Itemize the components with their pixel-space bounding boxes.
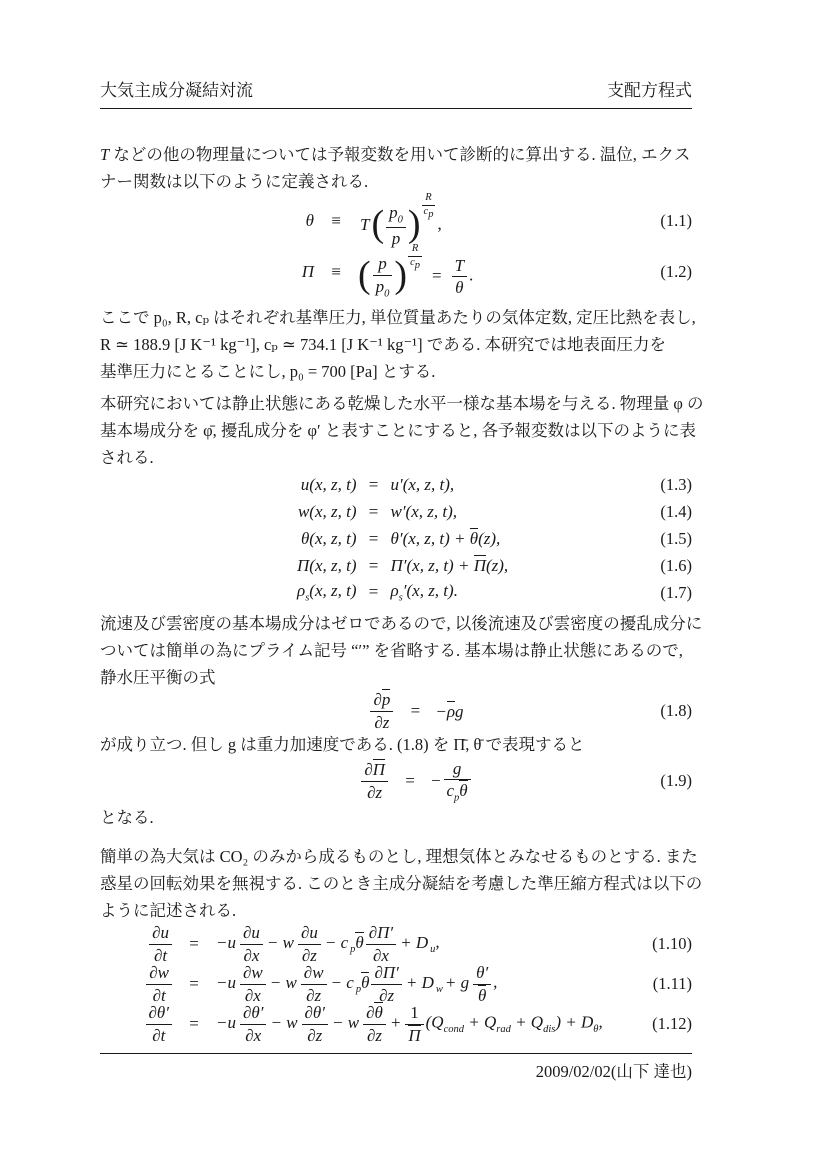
eq-rhs — [358, 192, 598, 249]
eq-lhs: u(x, z, t) — [300, 474, 357, 494]
equation-number: (1.4) — [660, 501, 692, 521]
math-term: − w — [269, 972, 297, 992]
fraction-denominator: ∂z — [301, 984, 327, 1006]
math-term: c — [410, 256, 415, 268]
equation-group-definitions — [100, 191, 692, 299]
overline-bar: ρ — [446, 701, 456, 721]
fraction-numerator: ∂w — [303, 963, 324, 983]
fraction — [473, 962, 491, 1006]
eq-lhs — [110, 1002, 174, 1046]
page-footer — [100, 1053, 692, 1082]
math-term: Π′(x, z, t) + — [390, 556, 474, 575]
math-term: ′(x, z, t). — [402, 581, 458, 601]
math-term: + Q — [510, 1012, 544, 1032]
eq-lhs: w(x, z, t) — [297, 501, 357, 521]
equation-1-5 — [100, 525, 692, 552]
eq-lhs: θ(x, z, t) — [300, 528, 357, 548]
equation-body — [284, 192, 598, 249]
fraction-numerator — [363, 1002, 386, 1023]
equation-body — [359, 758, 472, 805]
math-term: − w — [332, 1012, 360, 1032]
fraction-numerator: ∂θ′ — [242, 1003, 264, 1023]
fraction-denominator: ∂x — [240, 1024, 266, 1046]
math-term: − c — [324, 932, 349, 952]
fraction — [146, 1002, 172, 1046]
eq-lhs: θ — [305, 210, 314, 230]
equation-1-10 — [100, 924, 692, 964]
fraction-numerator — [386, 202, 406, 227]
equation-number: (1.7) — [660, 582, 692, 602]
eq-rhs — [391, 555, 626, 576]
minus-sign: − — [430, 771, 442, 790]
math-var-T: T — [100, 145, 110, 164]
math-term: − w — [270, 1012, 298, 1032]
fraction — [371, 962, 401, 1006]
math-term: − c — [330, 972, 354, 992]
eq-rhs — [214, 962, 682, 1006]
overline-bar: θ — [477, 985, 487, 1005]
text-line — [100, 610, 703, 637]
equation-number: (1.3) — [660, 474, 692, 494]
equation-number: (1.9) — [660, 771, 692, 790]
equation-number: (1.5) — [660, 528, 692, 548]
paragraph-5 — [100, 731, 692, 758]
text: 基準圧力にとることにし, p₀ = 700 [Pa] とする. — [100, 362, 436, 381]
fraction-denominator: ∂z — [363, 1024, 386, 1046]
subscript: u — [430, 944, 436, 956]
equation-number: (1.10) — [652, 934, 692, 953]
eq-relation: = — [189, 1014, 199, 1033]
fraction-numerator: g — [452, 758, 462, 778]
subscript: 0 — [397, 214, 403, 226]
text-line — [100, 731, 692, 758]
paragraph-4 — [100, 610, 703, 691]
math-term: + g — [444, 972, 470, 992]
eq-rhs — [214, 1002, 682, 1046]
subscript: cond — [443, 1024, 464, 1036]
subscript: 0 — [384, 287, 390, 299]
fraction — [298, 922, 321, 966]
subscript: p — [454, 792, 460, 804]
fraction-numerator: 1 — [410, 1003, 419, 1023]
math-term: + D — [405, 972, 434, 992]
eq-relation: = — [410, 701, 421, 720]
subscript: p — [428, 208, 434, 220]
math-term: (x, z, t) — [309, 581, 357, 601]
overline-bar: θ — [361, 972, 370, 992]
overline-bar: Π — [408, 1025, 421, 1045]
subscript: s — [305, 592, 310, 604]
overline-bar: p — [381, 690, 391, 710]
eq-lhs: Π — [301, 261, 314, 281]
eq-relation: ≡ — [331, 210, 341, 230]
text-line — [100, 804, 692, 831]
fraction — [361, 759, 388, 803]
math-term: + Q — [463, 1012, 497, 1032]
overline-bar: θ — [355, 932, 364, 952]
text: ように記述される. — [100, 901, 237, 920]
equation-number: (1.6) — [660, 555, 692, 575]
fraction — [301, 962, 327, 1006]
math-term: θ′(x, z, t) + — [390, 529, 470, 548]
subscript: p — [350, 944, 356, 956]
fraction-numerator: R — [411, 242, 419, 254]
math-term: c — [446, 780, 455, 800]
paragraph-6 — [100, 804, 692, 831]
eq-lhs — [110, 962, 174, 1006]
eq-relation: = — [189, 974, 199, 993]
text-line — [100, 664, 692, 691]
fraction-numerator: ∂w — [242, 963, 263, 983]
eq-rhs — [358, 243, 598, 300]
equation-1-8 — [100, 691, 692, 731]
text: 基本場成分を φ̄, 擾乱成分を φ′ と表すことにすると, 各予報変数は以下のように表 — [100, 421, 697, 440]
text: 静水圧平衡の式 — [100, 668, 216, 687]
fraction-numerator: R — [425, 191, 432, 203]
fraction-numerator: ∂u — [152, 923, 169, 943]
fraction — [405, 1002, 423, 1046]
eq-relation: = — [368, 501, 379, 521]
equation-1-4 — [100, 498, 692, 525]
fraction — [444, 758, 471, 805]
text: 惑星の回転効果を無視する. このとき主成分凝結を考慮した準圧縮方程式は以下の — [100, 874, 703, 893]
right-paren: ) — [394, 253, 408, 296]
eq-lhs — [207, 581, 357, 603]
fraction-denominator — [405, 1024, 423, 1046]
paragraph-7 — [100, 843, 703, 924]
equation-number: (1.1) — [660, 210, 692, 230]
text-line — [100, 331, 692, 358]
fraction-numerator: p — [378, 254, 387, 274]
equation-body — [207, 581, 626, 603]
header-right-title: 支配方程式 — [607, 81, 692, 100]
punctuation: , — [598, 1012, 603, 1032]
fraction-numerator — [370, 689, 393, 710]
equation-group-governing — [100, 924, 692, 1044]
fraction — [146, 962, 172, 1006]
fraction-denominator: ∂t — [146, 984, 172, 1006]
text: ついては簡単の為にプライム記号 “′” を省略する. 基本場は静止状態にあるので, — [100, 641, 683, 660]
fraction-numerator: T — [454, 255, 465, 275]
page-header — [100, 80, 692, 109]
paragraph-3 — [100, 390, 704, 471]
math-term: (Q — [425, 1012, 444, 1032]
math-term: ) + D — [555, 1012, 594, 1032]
right-paren: ) — [407, 202, 421, 245]
fraction — [240, 1002, 266, 1046]
fraction-denominator: ∂z — [370, 711, 393, 733]
text-line — [100, 390, 704, 417]
eq-relation: = — [368, 582, 379, 602]
fraction-denominator: p — [386, 227, 406, 249]
text: 簡単の為大気は CO₂ のみから成るものとし, 理想気体とみなせるものとする. また — [100, 847, 698, 866]
exponent-fraction — [422, 192, 436, 221]
punctuation: , — [493, 972, 498, 992]
text-line — [100, 358, 692, 385]
math-term: g — [455, 701, 464, 721]
math-term: + — [389, 1012, 402, 1032]
math-term: ∂ — [366, 1003, 375, 1023]
equation-body — [284, 243, 598, 300]
subscript: s — [398, 592, 403, 604]
equation-number: (1.12) — [652, 1014, 692, 1033]
eq-rhs — [214, 922, 682, 966]
text-line — [100, 417, 697, 444]
eq-relation: ≡ — [331, 261, 341, 281]
eq-rhs — [391, 528, 626, 549]
punctuation: , — [437, 214, 442, 234]
fraction-numerator: ∂u — [300, 923, 318, 943]
fraction-numerator: ∂θ′ — [304, 1003, 326, 1023]
fraction-numerator: ∂w — [149, 963, 169, 983]
subscript: w — [435, 984, 443, 996]
math-term: − w — [266, 932, 294, 952]
equation-body — [207, 528, 626, 549]
overline-bar: θ — [469, 529, 479, 548]
fraction — [373, 253, 393, 300]
fraction — [240, 962, 266, 1006]
equation-body — [207, 555, 626, 576]
equation-body — [207, 475, 626, 495]
left-paren: ( — [371, 202, 385, 245]
text: などの他の物理量については予報変数を用いて診断的に算出する. 温位, エクス — [109, 145, 691, 164]
math-term: + D — [400, 932, 429, 952]
equation-1-6 — [100, 552, 692, 579]
eq-rhs — [435, 701, 463, 722]
text: が成り立つ. 但し g は重力加速度である. (1.8) を Π̄, θ̄ で表現すると — [100, 735, 585, 754]
fraction-denominator: ∂x — [240, 944, 263, 966]
subscript: rad — [496, 1024, 511, 1036]
text-line — [100, 304, 696, 331]
fraction-numerator: ∂θ′ — [148, 1003, 169, 1023]
math-term: ∂ — [373, 690, 382, 710]
math-term: − — [435, 701, 447, 721]
fraction-numerator — [361, 759, 388, 780]
math-term: p — [389, 203, 398, 223]
text-line — [100, 444, 692, 471]
fraction-numerator: ∂Π′ — [368, 923, 394, 943]
fraction-numerator: θ′ — [476, 963, 489, 983]
fraction — [240, 922, 263, 966]
fraction-denominator — [444, 779, 471, 805]
subscript: dis — [543, 1024, 556, 1036]
equation-1-9 — [100, 758, 692, 804]
eq-relation: = — [368, 528, 379, 548]
overline-bar: θ — [459, 780, 468, 800]
eq-relation: = — [368, 474, 379, 494]
page-content — [100, 0, 704, 1045]
header-left-title: 大気主成分凝結対流 — [100, 81, 253, 100]
eq-relation: = — [405, 771, 415, 790]
punctuation: . — [469, 265, 474, 285]
math-term: (z), — [478, 529, 501, 548]
equation-body — [207, 502, 626, 522]
fraction-denominator — [422, 205, 436, 222]
math-term: −u — [216, 932, 236, 952]
fraction-denominator: ∂z — [298, 944, 321, 966]
equation-number: (1.2) — [660, 261, 692, 281]
math-term: (z), — [485, 556, 509, 575]
fraction — [366, 922, 396, 966]
eq-lhs: Π(x, z, t) — [297, 555, 357, 575]
text: される. — [100, 448, 154, 467]
paragraph-2 — [100, 304, 696, 385]
eq-relation: = — [368, 555, 379, 575]
text: となる. — [100, 808, 154, 827]
exponent-fraction — [408, 243, 422, 272]
eq-rhs: u′(x, z, t), — [390, 474, 455, 494]
overline-bar: Π — [473, 556, 486, 575]
fraction-denominator: θ — [452, 276, 467, 298]
fraction-denominator — [408, 256, 422, 273]
fraction — [452, 255, 467, 299]
equation-1-11 — [100, 964, 692, 1004]
text: ここで p₀, R, cₚ はそれぞれ基準圧力, 単位質量あたりの気体定数, 定圧比熱を表し, — [100, 308, 696, 327]
fraction-denominator: ∂z — [361, 781, 388, 803]
text: 流速及び雲密度の基本場成分はゼロであるので, 以後流速及び雲密度の擾乱成分に — [100, 614, 703, 633]
equation-number: (1.8) — [660, 701, 692, 720]
overline-bar: θ — [374, 1003, 383, 1023]
text-line — [100, 870, 703, 897]
equation-1-1 — [100, 191, 692, 248]
text: R ≃ 188.9 [J K⁻¹ kg⁻¹], cₚ ≃ 734.1 [J K⁻¹ kg⁻¹] である. 本研究では地表面圧力を — [100, 335, 666, 354]
text: 本研究においては静止状態にある乾燥した水平一様な基本場を与える. 物理量 φ の — [100, 394, 704, 413]
eq-lhs — [110, 922, 174, 966]
subscript: p — [414, 259, 420, 271]
left-paren: ( — [358, 253, 371, 296]
fraction-denominator: ∂z — [302, 1024, 328, 1046]
math-term: ρ — [390, 581, 399, 601]
fraction-denominator: ∂z — [371, 984, 401, 1006]
text-line — [100, 141, 692, 168]
equation-1-2 — [100, 242, 692, 299]
fraction-denominator: ∂x — [240, 984, 266, 1006]
text-line — [100, 637, 692, 664]
subscript: θ — [593, 1024, 599, 1036]
eq-relation: = — [189, 934, 199, 953]
eq-relation: = — [431, 265, 442, 285]
math-term: T — [360, 214, 370, 234]
math-term: p — [375, 276, 385, 296]
equation-1-7 — [100, 579, 692, 606]
fraction-denominator — [373, 275, 393, 301]
equation-1-3 — [100, 471, 692, 498]
fraction — [370, 689, 393, 733]
fraction-numerator: ∂u — [242, 923, 260, 943]
text-line — [100, 897, 692, 924]
eq-rhs: w′(x, z, t), — [390, 501, 458, 521]
math-term: −u — [216, 1012, 236, 1032]
text-line — [100, 843, 698, 870]
paragraph-1 — [100, 141, 692, 195]
fraction-denominator: ∂t — [146, 1024, 172, 1046]
equation-body — [368, 689, 463, 733]
math-term: ρ — [297, 581, 306, 601]
fraction-denominator: ∂x — [366, 944, 396, 966]
text: ナー関数は以下のように定義される. — [100, 172, 369, 191]
fraction-numerator: ∂Π′ — [374, 963, 399, 983]
fraction — [302, 1002, 328, 1046]
math-term: ∂ — [364, 760, 373, 780]
equation-1-12 — [100, 1004, 692, 1044]
equation-group-decomposition — [100, 471, 692, 606]
math-term: −u — [216, 972, 236, 992]
footer-date-author: 2009/02/02(山下 達也) — [535, 1062, 692, 1081]
math-term: c — [423, 205, 429, 217]
punctuation: , — [435, 932, 440, 952]
overline-bar: Π — [372, 760, 386, 780]
fraction — [149, 922, 172, 966]
subscript: p — [355, 984, 362, 996]
fraction-denominator: ∂t — [149, 944, 172, 966]
equation-number: (1.11) — [652, 974, 692, 993]
text-line — [100, 168, 692, 195]
fraction — [363, 1002, 386, 1046]
eq-rhs — [391, 581, 626, 603]
